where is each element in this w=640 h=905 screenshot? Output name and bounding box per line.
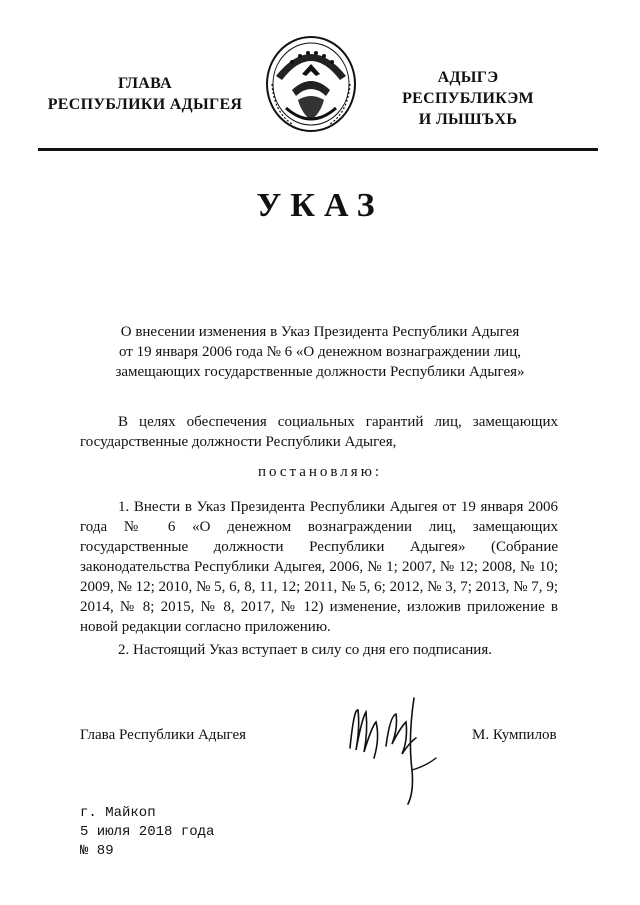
signatory-position: Глава Республики Адыгея [80, 727, 247, 743]
handwritten-signature [336, 688, 446, 808]
issuer-title-line-1: ГЛАВА [118, 75, 172, 92]
signatory-name: М. Кумпилов [472, 727, 557, 743]
subject-line-1: О внесении изменения в Указ Президента Республики Адыгея [120, 324, 520, 340]
header-divider [38, 148, 598, 151]
preamble-paragraph: В целях обеспечения социальных гарантий лиц, замещающих государственные должности Республики Адыгея, [80, 414, 558, 450]
issue-city: г. Майкоп [80, 805, 156, 821]
decree-subject [80, 322, 560, 382]
subject-line-3: замещающих государственные должности Республики Адыгея» [115, 364, 525, 380]
resolve-word: постановляю: [257, 464, 383, 480]
document-title: УКАЗ [256, 187, 384, 224]
clause-1: 1. Внести в Указ Президента Республики Адыгея от 19 января 2006 года № 6 «О денежном вознаграждении лиц, замещающих государственные должности Республики Адыгея» (Собрание законодательства Республики Адыгея, 2006, № 1; 2007, № 12; 2008, № 10; 2009, № 12; 2010, № 5, 6, 8, 11, 12; 2011, № 5, 6; 2012, № 3, 7; 2013, № 7, 9; 2014, № 8; 2015, № 8, 2017, № 12) изменение, изложив приложение в новой редакции согласно приложению. [80, 499, 558, 635]
coat-of-arms-emblem [262, 34, 360, 138]
issuer-title-adyghe-line-1: АДЫГЭ РЕСПУБЛИКЭМ [402, 69, 534, 107]
issuer-title-adyghe [382, 67, 554, 130]
issuer-title-adyghe-line-2: И ЛЫШЪХЬ [418, 111, 518, 128]
decree-number: № 89 [80, 843, 114, 859]
issue-date: 5 июля 2018 года [80, 824, 215, 840]
clause-2: 2. Настоящий Указ вступает в силу со дня его подписания. [118, 642, 492, 658]
issuer-title-line-2: РЕСПУБЛИКИ АДЫГЕЯ [47, 96, 243, 113]
subject-line-2: от 19 января 2006 года № 6 «О денежном вознаграждении лиц, [118, 344, 521, 360]
issuer-title-russian [40, 73, 250, 115]
